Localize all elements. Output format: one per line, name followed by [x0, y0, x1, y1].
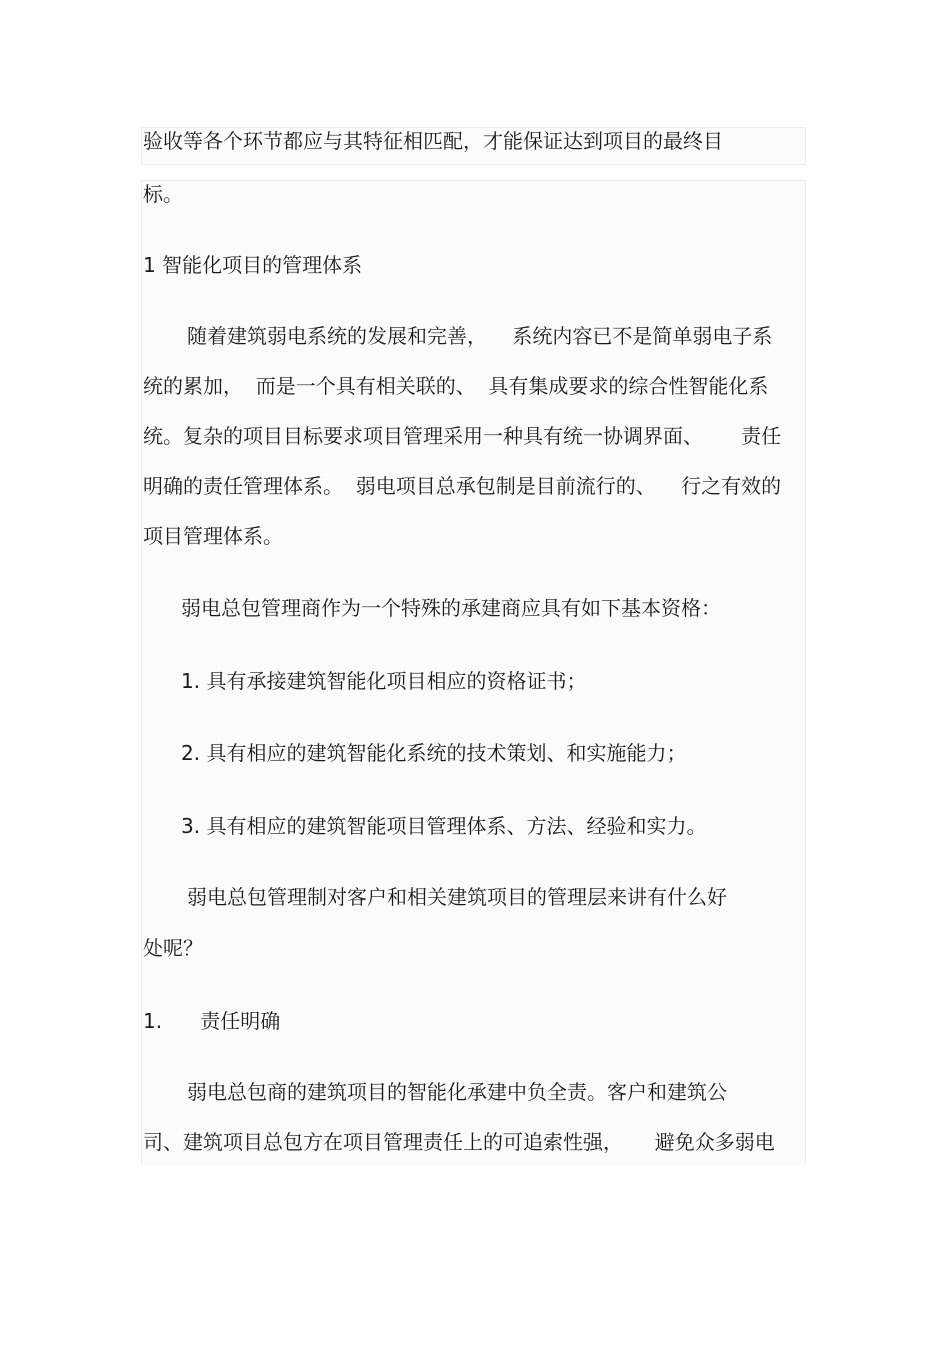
paragraph-line: 处呢？: [143, 936, 203, 960]
paragraph-line: 统。复杂的项目目标要求项目管理采用一种具有统一协调界面、 责任: [143, 424, 782, 448]
paragraph-line: 明确的责任管理体系。 弱电项目总承包制是目前流行的、 行之有效的: [143, 474, 782, 498]
section-heading: 1 智能化项目的管理体系: [143, 253, 363, 277]
paragraph-line: 统的累加， 而是一个具有相关联的、 具有集成要求的综合性智能化系: [143, 374, 769, 398]
list-item: 1. 具有承接建筑智能化项目相应的资格证书；: [181, 669, 587, 693]
paragraph-line: 弱电总包商的建筑项目的智能化承建中负全责。客户和建筑公: [187, 1080, 727, 1104]
paragraph-line: 司、建筑项目总包方在项目管理责任上的可追索性强， 避免众多弱电: [143, 1130, 775, 1154]
paragraph-line: 验收等各个环节都应与其特征相匹配，才能保证达到项目的最终目: [143, 129, 723, 153]
paragraph-line: 随着建筑弱电系统的发展和完善， 系统内容已不是简单弱电子系: [187, 324, 773, 348]
paragraph-line: 标。: [143, 182, 183, 206]
list-item: 1. 责任明确: [143, 1009, 281, 1033]
paragraph-line: 弱电总包管理商作为一个特殊的承建商应具有如下基本资格：: [181, 596, 721, 620]
list-item: 2. 具有相应的建筑智能化系统的技术策划、和实施能力；: [181, 741, 687, 765]
paragraph-line: 弱电总包管理制对客户和相关建筑项目的管理层来讲有什么好: [187, 885, 727, 909]
paragraph-line: 项目管理体系。: [143, 524, 283, 548]
list-item: 3. 具有相应的建筑智能项目管理体系、方法、经验和实力。: [181, 814, 707, 838]
